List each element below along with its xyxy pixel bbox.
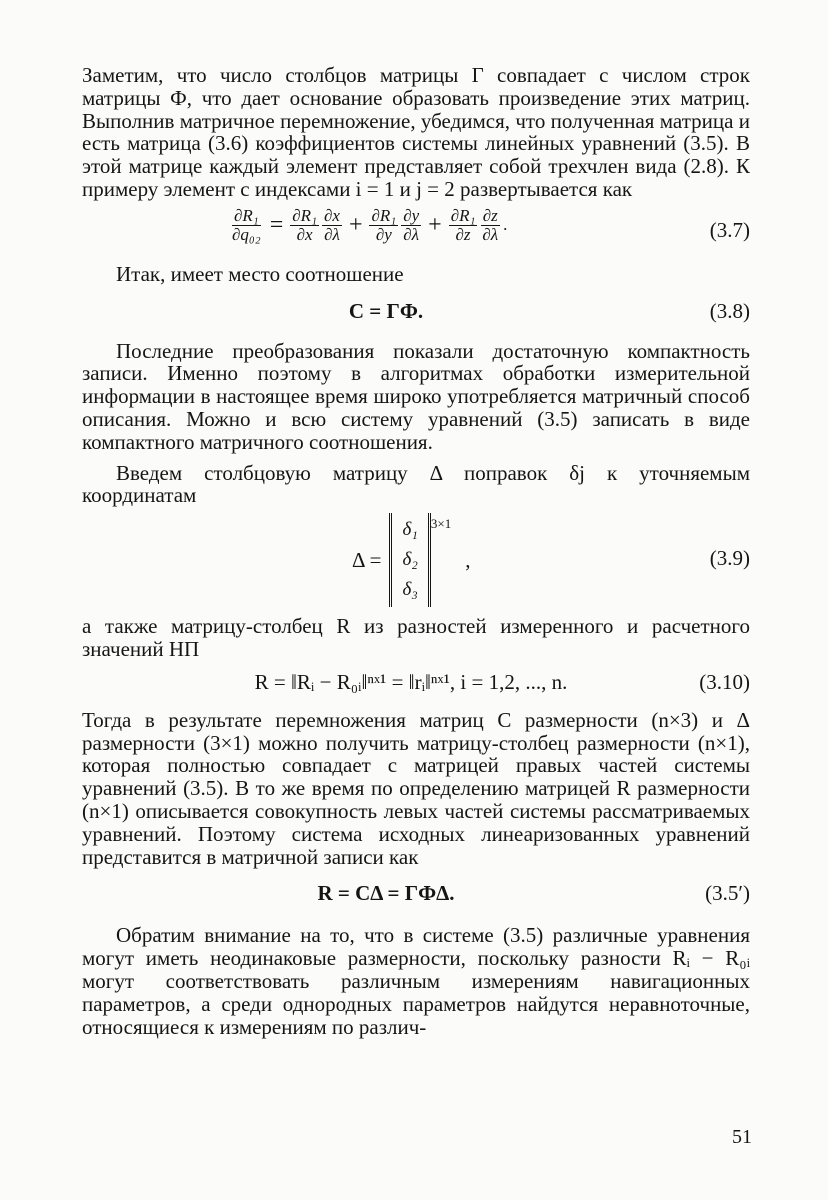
matrix-delta: Δ = δ₁ δ₂ δ₃ 3×1 ,	[352, 513, 470, 607]
equation-3-5-prime: R = CΔ = ГФΔ. (3.5′)	[317, 881, 750, 906]
paragraph-2: Итак, имеет место соотношение	[116, 261, 404, 286]
paragraph-4: Введем столбцовую матрицу Δ поправок δj к уточняемым координатам	[82, 460, 750, 508]
matrix-bars: δ₁ δ₂ δ₃	[389, 513, 430, 607]
frac-t1: $\frac{\text{∂R₁}}{\partial x}$	[292, 205, 317, 244]
page-body	[82, 64, 750, 1038]
frac-t2b: $\frac{\partial y}{\partial\lambda}$	[403, 205, 420, 244]
paragraph-5: а также матрицу-столбец R из разностей измеренного и расчетного значений НП	[82, 614, 750, 661]
equation-3-10: R = ‖Rᵢ − R₀ᵢ‖ⁿˣ¹ = ‖rᵢ‖ⁿˣ¹, i = 1,2, ..., n. (3.10)	[254, 669, 750, 694]
paragraph-1: Заметим, что число столбцов матрицы Г совпадает с числом строк матрицы Ф, что дает основание образовать произведение этих матриц. Выполнив матричное перемножение, убедимся, что полученная матрица и есть матрица (3.6) коэффициентов системы линейных уравнений (3.5). В этой матрице каждый элемент представляет собой трехчлен вида (2.8). К примеру элемент с индексами i = 1 и j = 2 развертывается как	[82, 63, 750, 201]
paragraph-6: Тогда в результате перемножения матриц C размерности (n×3) и Δ размерности (3×1) можно получить матрицу-столбец размерности (n×1), которая полностью совпадает с матрицей правых частей системы уравнений (3.5). В то же время по определению матрицей R размерности (n×1) описывается совокупность левых частей системы рассматриваемых уравнений. Поэтому система исходных линеаризованных уравнений представится в матричной записи как	[82, 707, 750, 869]
frac-t1b: $\frac{\partial x}{\partial\lambda}$	[323, 205, 340, 244]
equation-3-7	[82, 207, 750, 255]
equation-3-9	[82, 507, 750, 611]
equation-3-7-body: $\frac{\text{∂R₁}}{\text{∂q₀₂}}$ = $\frac{\text{∂R₁}}{\partial x}$ $\frac{\partial x}{\partial\lambda}$ + $\frac{\text{∂R₁}}{\partial y}$ $\frac{\partial y}{\partial\lambda}$ + $\frac{\text{∂R₁}}{\partial z}$ $\frac{\partial z}{\partial\lambda}$ .	[232, 205, 508, 244]
equation-number: (3.10)	[699, 669, 750, 694]
equation-3-8: C = ГФ. (3.8)	[348, 298, 750, 323]
frac-t3: $\frac{\text{∂R₁}}{\partial z}$	[450, 205, 476, 244]
frac-t2: $\frac{\text{∂R₁}}{\partial y}$	[371, 205, 397, 244]
paragraph-3: Последние преобразования показали достаточную компактность записи. Именно поэтому в алгоритмах обработки измерительной информации в настоящее время широко употребляется матричный способ описания. Можно и всю систему уравнений (3.5) записать в виде компактного матричного соотношения.	[82, 338, 750, 454]
equation-number: (3.9)	[709, 546, 750, 571]
page-number: 51	[732, 1126, 752, 1148]
frac-lhs: $\frac{\text{∂R₁}}{\text{∂q₀₂}}$	[232, 205, 261, 244]
equation-number: (3.7)	[709, 217, 750, 242]
equation-number: (3.5′)	[705, 881, 750, 906]
equation-number: (3.8)	[709, 298, 750, 323]
paragraph-7: Обратим внимание на то, что в системе (3.5) различные уравнения могут иметь неодинаковые размерности, поскольку разности Rᵢ − R₀ᵢ могут соответствовать различным измерениям навигационных параметров, а среди однородных параметров найдутся неравноточные, относящиеся к измерениям по различ-	[82, 923, 750, 1039]
frac-t3b: $\frac{\partial z}{\partial\lambda}$	[482, 205, 499, 244]
